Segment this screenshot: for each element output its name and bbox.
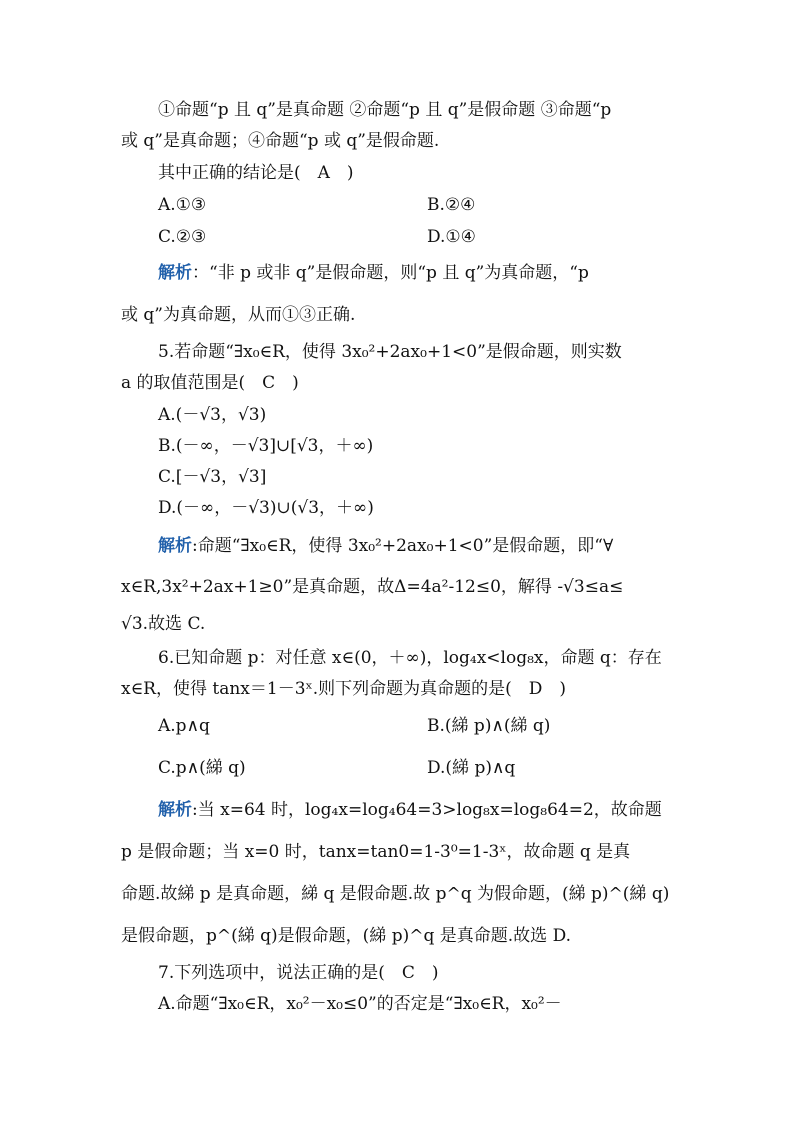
q4-statement-line1: ①命题“p 且 q”是真命题 ②命题“p 且 q”是假命题 ③命题“p (158, 100, 612, 120)
q7-option-a: A.命题“∃x₀∈R，x₀²－x₀≤0”的否定是“∃x₀∈R，x₀²－ (158, 994, 562, 1014)
q4-solution-line2: 或 q”为真命题，从而①③正确. (121, 305, 356, 325)
q5-option-a: A.(－√3，√3) (158, 405, 267, 425)
q6-solution-text1: :当 x=64 时，log₄x=log₄64=3>log₈x=log₈64=2，故命题 (192, 800, 662, 820)
q4-statement-line2: 或 q”是真命题；④命题“p 或 q”是假命题. (121, 131, 440, 151)
q4-option-a: A.①③ (158, 195, 207, 215)
q6-statement-line2: x∈R，使得 tanx＝1－3ˣ.则下列命题为真命题的是( D ) (121, 679, 567, 699)
q4-question: 其中正确的结论是( A ) (158, 163, 354, 183)
q5-statement-line1: 5.若命题“∃x₀∈R，使得 3x₀²+2ax₀+1<0”是假命题，则实数 (158, 342, 622, 362)
q5-solution-line2: x∈R,3x²+2ax+1≥0”是真命题，故Δ=4a²-12≤0，解得 -√3≤a≤ (121, 577, 624, 597)
q5-option-c: C.[－√3，√3] (158, 467, 267, 487)
q4-option-c: C.②③ (158, 227, 207, 247)
solution-label: 解析 (158, 263, 192, 283)
q4-solution-line1 (158, 262, 589, 284)
q6-option-a: A.p∧q (158, 716, 210, 736)
q6-statement-line1: 6.已知命题 p：对任意 x∈(0，＋∞)，log₄x<log₈x，命题 q：存在 (158, 648, 662, 668)
q5-solution-line3: √3.故选 C. (121, 614, 206, 634)
q5-solution-line1 (158, 535, 613, 557)
q6-option-c: C.p∧(綈 q) (158, 758, 246, 778)
q6-solution-line3: 命题.故綈 p 是真命题，綈 q 是假命题.故 p^q 为假命题，(綈 p)^(綈 q) (121, 884, 670, 904)
q4-solution-text1: ：“非 p 或非 q”是假命题，则“p 且 q”为真命题，“p (192, 263, 589, 283)
q4-option-d: D.①④ (427, 227, 476, 247)
q7-statement: 7.下列选项中，说法正确的是( C ) (158, 963, 439, 983)
q5-option-b: B.(－∞，－√3]∪[√3，＋∞) (158, 436, 374, 456)
solution-label: 解析 (158, 800, 192, 820)
q5-solution-text1: :命题“∃x₀∈R，使得 3x₀²+2ax₀+1<0”是假命题，即“∀ (192, 536, 614, 556)
q5-statement-line2: a 的取值范围是( C ) (121, 373, 299, 393)
q6-option-b: B.(綈 p)∧(綈 q) (427, 716, 551, 736)
q6-solution-line4: 是假命题，p^(綈 q)是假命题，(綈 p)^q 是真命题.故选 D. (121, 926, 571, 946)
solution-label: 解析 (158, 536, 192, 556)
q6-solution-line1 (158, 799, 662, 821)
q6-solution-line2: p 是假命题；当 x=0 时，tanx=tan0=1-3⁰=1-3ˣ，故命题 q 是真 (121, 842, 631, 862)
q6-option-d: D.(綈 p)∧q (427, 758, 516, 778)
q5-option-d: D.(－∞，－√3)∪(√3，＋∞) (158, 498, 374, 518)
q4-option-b: B.②④ (427, 195, 476, 215)
